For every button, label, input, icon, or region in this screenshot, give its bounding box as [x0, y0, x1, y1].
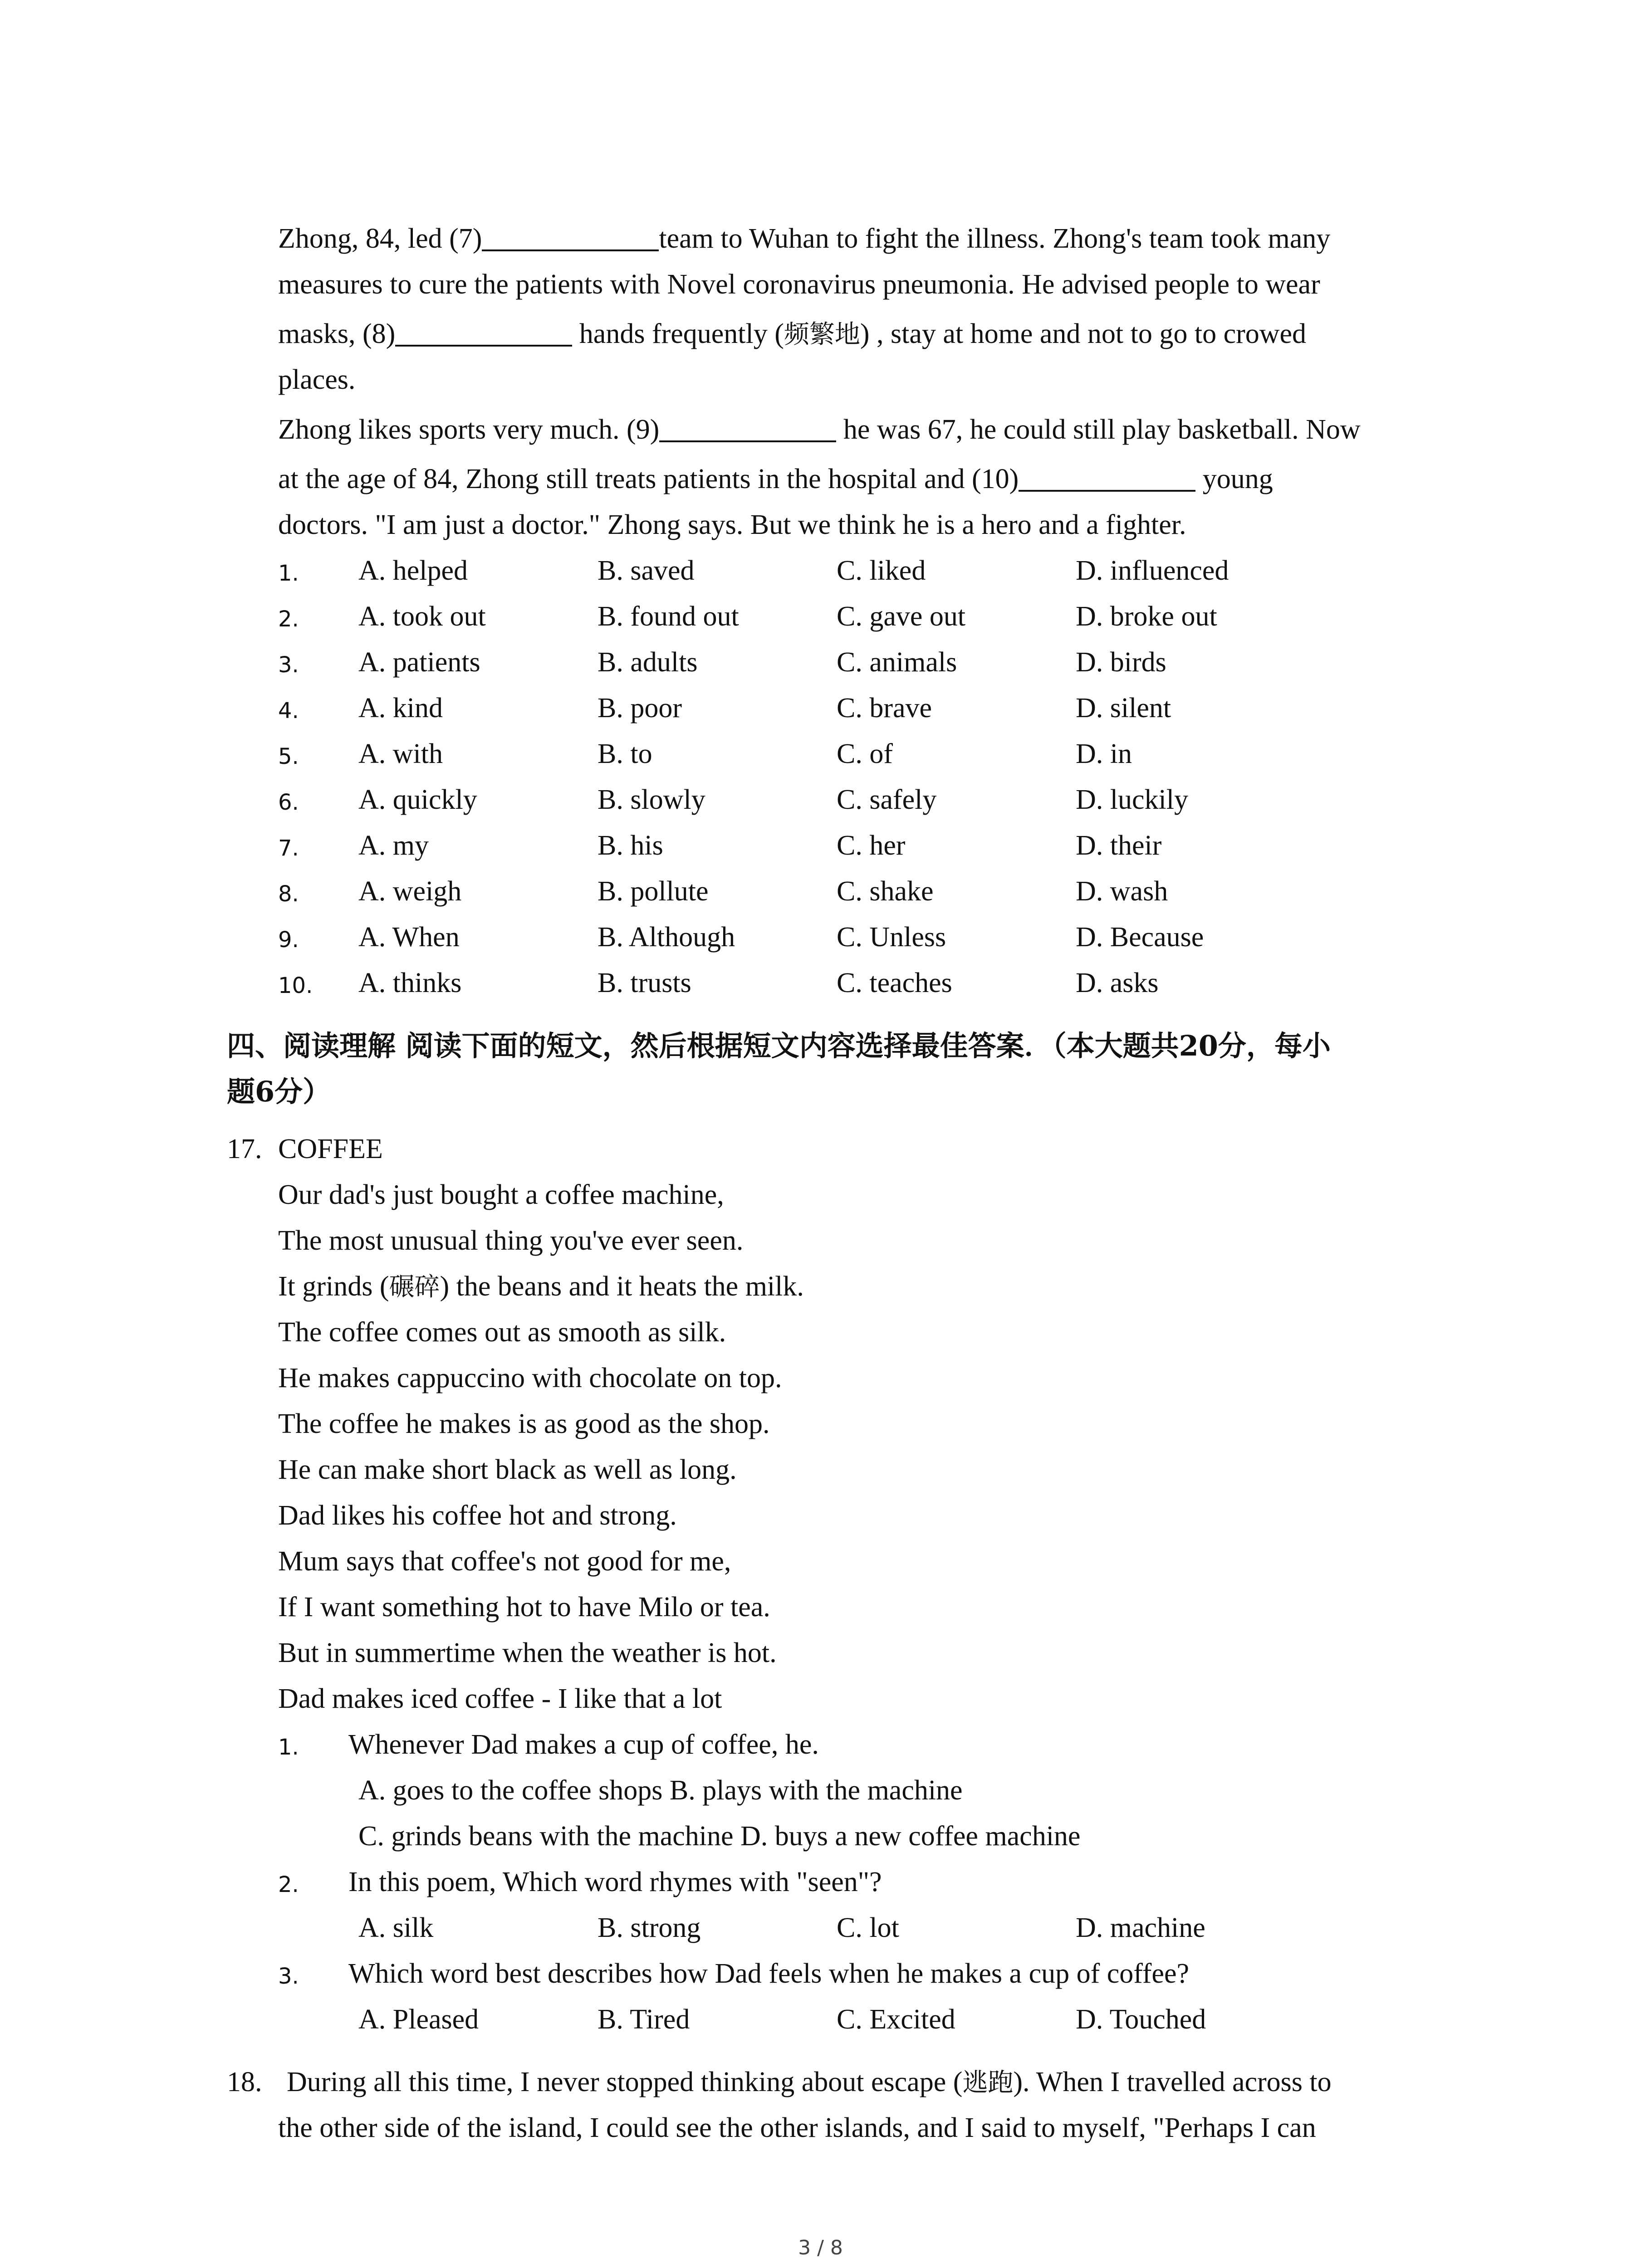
option-a: A. kind — [358, 693, 443, 723]
choice-line: C. grinds beans with the machine D. buys a new coffee machine — [358, 1821, 1081, 1852]
option-row — [278, 869, 1458, 914]
question-number: 6. — [278, 790, 299, 815]
option-d: D. wash — [1076, 876, 1168, 907]
passage-text: he was 67, he could still play basketball. Now — [836, 414, 1361, 445]
option-a: A. my — [358, 830, 429, 861]
option-row — [278, 1905, 1458, 1951]
option-d: D. influenced — [1076, 555, 1229, 586]
blank-10 — [1019, 463, 1195, 492]
blank-9 — [659, 413, 836, 442]
option-a: A. Pleased — [358, 2004, 479, 2035]
question-number: 2. — [278, 606, 299, 632]
passage-text: hands frequently ( — [572, 318, 784, 349]
option-b: B. poor — [598, 693, 682, 723]
option-c: C. lot — [837, 1912, 899, 1943]
option-row — [278, 823, 1458, 869]
option-row — [278, 685, 1458, 731]
question-number: 5. — [278, 744, 299, 769]
option-b: B. Tired — [598, 2004, 690, 2035]
option-c: C. teaches — [837, 968, 952, 998]
passage-line — [278, 407, 1458, 453]
question-number: 2. — [278, 1872, 299, 1897]
poem-line: The coffee he makes is as good as the shop. — [278, 1408, 770, 1439]
poem-title: COFFEE — [278, 1134, 383, 1164]
chinese-gloss: 逃跑 — [962, 2068, 1014, 2097]
question-number: 1. — [278, 1735, 299, 1760]
passage-line — [287, 2059, 1466, 2106]
option-c: C. Excited — [837, 2004, 955, 2035]
poem-line: The coffee comes out as smooth as silk. — [278, 1317, 726, 1348]
poem-text: ) the beans and it heats the milk. — [440, 1271, 804, 1302]
question-number: 17. — [227, 1134, 262, 1164]
option-d: D. birds — [1076, 647, 1166, 678]
option-c: C. brave — [837, 693, 932, 723]
option-b: B. slowly — [598, 784, 705, 815]
blank-8 — [395, 318, 572, 347]
poem-line: He can make short black as well as long. — [278, 1454, 737, 1485]
option-c: C. shake — [837, 876, 934, 907]
option-a: A. patients — [358, 647, 480, 678]
option-d: D. in — [1076, 738, 1132, 769]
chinese-gloss: 频繁地 — [784, 320, 860, 349]
passage-line: measures to cure the patients with Novel coronavirus pneumonia. He advised people to wear — [278, 269, 1320, 300]
page-number: 3 / 8 — [798, 2236, 843, 2259]
poem-line: He makes cappuccino with chocolate on top. — [278, 1363, 782, 1393]
option-a: A. helped — [358, 555, 468, 586]
passage-line — [278, 456, 1458, 502]
passage-text: Zhong likes sports very much. (9) — [278, 414, 660, 445]
passage-text: team to Wuhan to fight the illness. Zhong's team took many — [659, 223, 1331, 254]
option-d: D. Touched — [1076, 2004, 1206, 2035]
option-c: C. animals — [837, 647, 957, 678]
option-b: B. adults — [598, 647, 698, 678]
question-stem: Which word best describes how Dad feels when he makes a cup of coffee? — [348, 1958, 1189, 1989]
option-row — [278, 731, 1458, 777]
poem-line: Dad makes iced coffee - I like that a lot — [278, 1683, 722, 1714]
poem-line: The most unusual thing you've ever seen. — [278, 1225, 744, 1256]
option-b: B. his — [598, 830, 663, 861]
passage-text: ). When I travelled across to — [1013, 2067, 1332, 2097]
question-number: 3. — [278, 652, 299, 678]
option-c: C. of — [837, 738, 893, 769]
passage-line: doctors. "I am just a doctor." Zhong says. But we think he is a hero and a fighter. — [278, 509, 1186, 540]
passage-text: ) , stay at home and not to go to crowed — [860, 318, 1307, 349]
question-number: 10. — [278, 973, 313, 998]
section-heading: 四、阅读理解 阅读下面的短文，然后根据短文内容选择最佳答案．（本大题共20分，每小 — [227, 1029, 1331, 1062]
question-stem: In this poem, Which word rhymes with "seen"? — [348, 1867, 882, 1897]
passage-text: Zhong, 84, led (7) — [278, 223, 482, 254]
option-d: D. asks — [1076, 968, 1159, 998]
option-d: D. silent — [1076, 693, 1171, 723]
option-row — [278, 594, 1458, 640]
option-c: C. safely — [837, 784, 937, 815]
poem-line: Our dad's just bought a coffee machine, — [278, 1179, 724, 1210]
option-a: A. silk — [358, 1912, 434, 1943]
option-b: B. found out — [598, 601, 739, 632]
passage-text: at the age of 84, Zhong still treats patients in the hospital and (10) — [278, 464, 1019, 494]
option-d: D. their — [1076, 830, 1162, 861]
chinese-gloss: 碾碎 — [389, 1272, 440, 1302]
option-c: C. gave out — [837, 601, 966, 632]
option-b: B. Although — [598, 922, 735, 953]
option-d: D. luckily — [1076, 784, 1188, 815]
question-number: 3. — [278, 1964, 299, 1989]
option-row — [278, 1997, 1458, 2043]
poem-line: If I want something hot to have Milo or tea. — [278, 1592, 770, 1623]
poem-line — [278, 1264, 804, 1310]
question-stem: Whenever Dad makes a cup of coffee, he. — [348, 1729, 819, 1760]
option-a: A. with — [358, 738, 443, 769]
option-c: C. Unless — [837, 922, 946, 953]
passage-text: masks, (8) — [278, 318, 396, 349]
option-a: A. took out — [358, 601, 486, 632]
option-c: C. her — [837, 830, 906, 861]
option-b: B. strong — [598, 1912, 701, 1943]
option-row — [278, 960, 1458, 1006]
option-d: D. Because — [1076, 922, 1204, 953]
passage-text: During all this time, I never stopped thinking about escape ( — [287, 2067, 963, 2097]
passage-text: young — [1195, 464, 1273, 494]
option-a: A. weigh — [358, 876, 462, 907]
question-number: 7. — [278, 836, 299, 861]
question-number: 1. — [278, 561, 299, 586]
option-c: C. liked — [837, 555, 926, 586]
passage-line — [278, 216, 1458, 262]
option-a: A. thinks — [358, 968, 462, 998]
option-d: D. machine — [1076, 1912, 1205, 1943]
section-heading-cont: 题6分） — [227, 1075, 331, 1108]
option-row — [278, 914, 1458, 960]
option-a: A. When — [358, 922, 460, 953]
option-a: A. quickly — [358, 784, 477, 815]
question-number: 8. — [278, 881, 299, 907]
question-number: 18. — [227, 2067, 262, 2097]
passage-line — [278, 311, 1458, 357]
choice-line: A. goes to the coffee shops B. plays with the machine — [358, 1775, 963, 1806]
option-b: B. to — [598, 738, 652, 769]
passage-line: the other side of the island, I could see the other islands, and I said to myself, "Perhaps I can — [278, 2112, 1316, 2143]
passage-line: places. — [278, 364, 356, 395]
question-number: 9. — [278, 927, 299, 953]
option-row — [278, 777, 1458, 823]
option-row — [278, 548, 1458, 594]
poem-line: Mum says that coffee's not good for me, — [278, 1546, 731, 1577]
option-b: B. trusts — [598, 968, 691, 998]
poem-line: Dad likes his coffee hot and strong. — [278, 1500, 677, 1531]
option-d: D. broke out — [1076, 601, 1217, 632]
option-row — [278, 640, 1458, 685]
poem-line: But in summertime when the weather is hot. — [278, 1637, 777, 1668]
option-b: B. pollute — [598, 876, 709, 907]
blank-7 — [482, 222, 659, 251]
poem-text: It grinds ( — [278, 1271, 389, 1302]
question-number: 4. — [278, 698, 299, 723]
option-b: B. saved — [598, 555, 695, 586]
